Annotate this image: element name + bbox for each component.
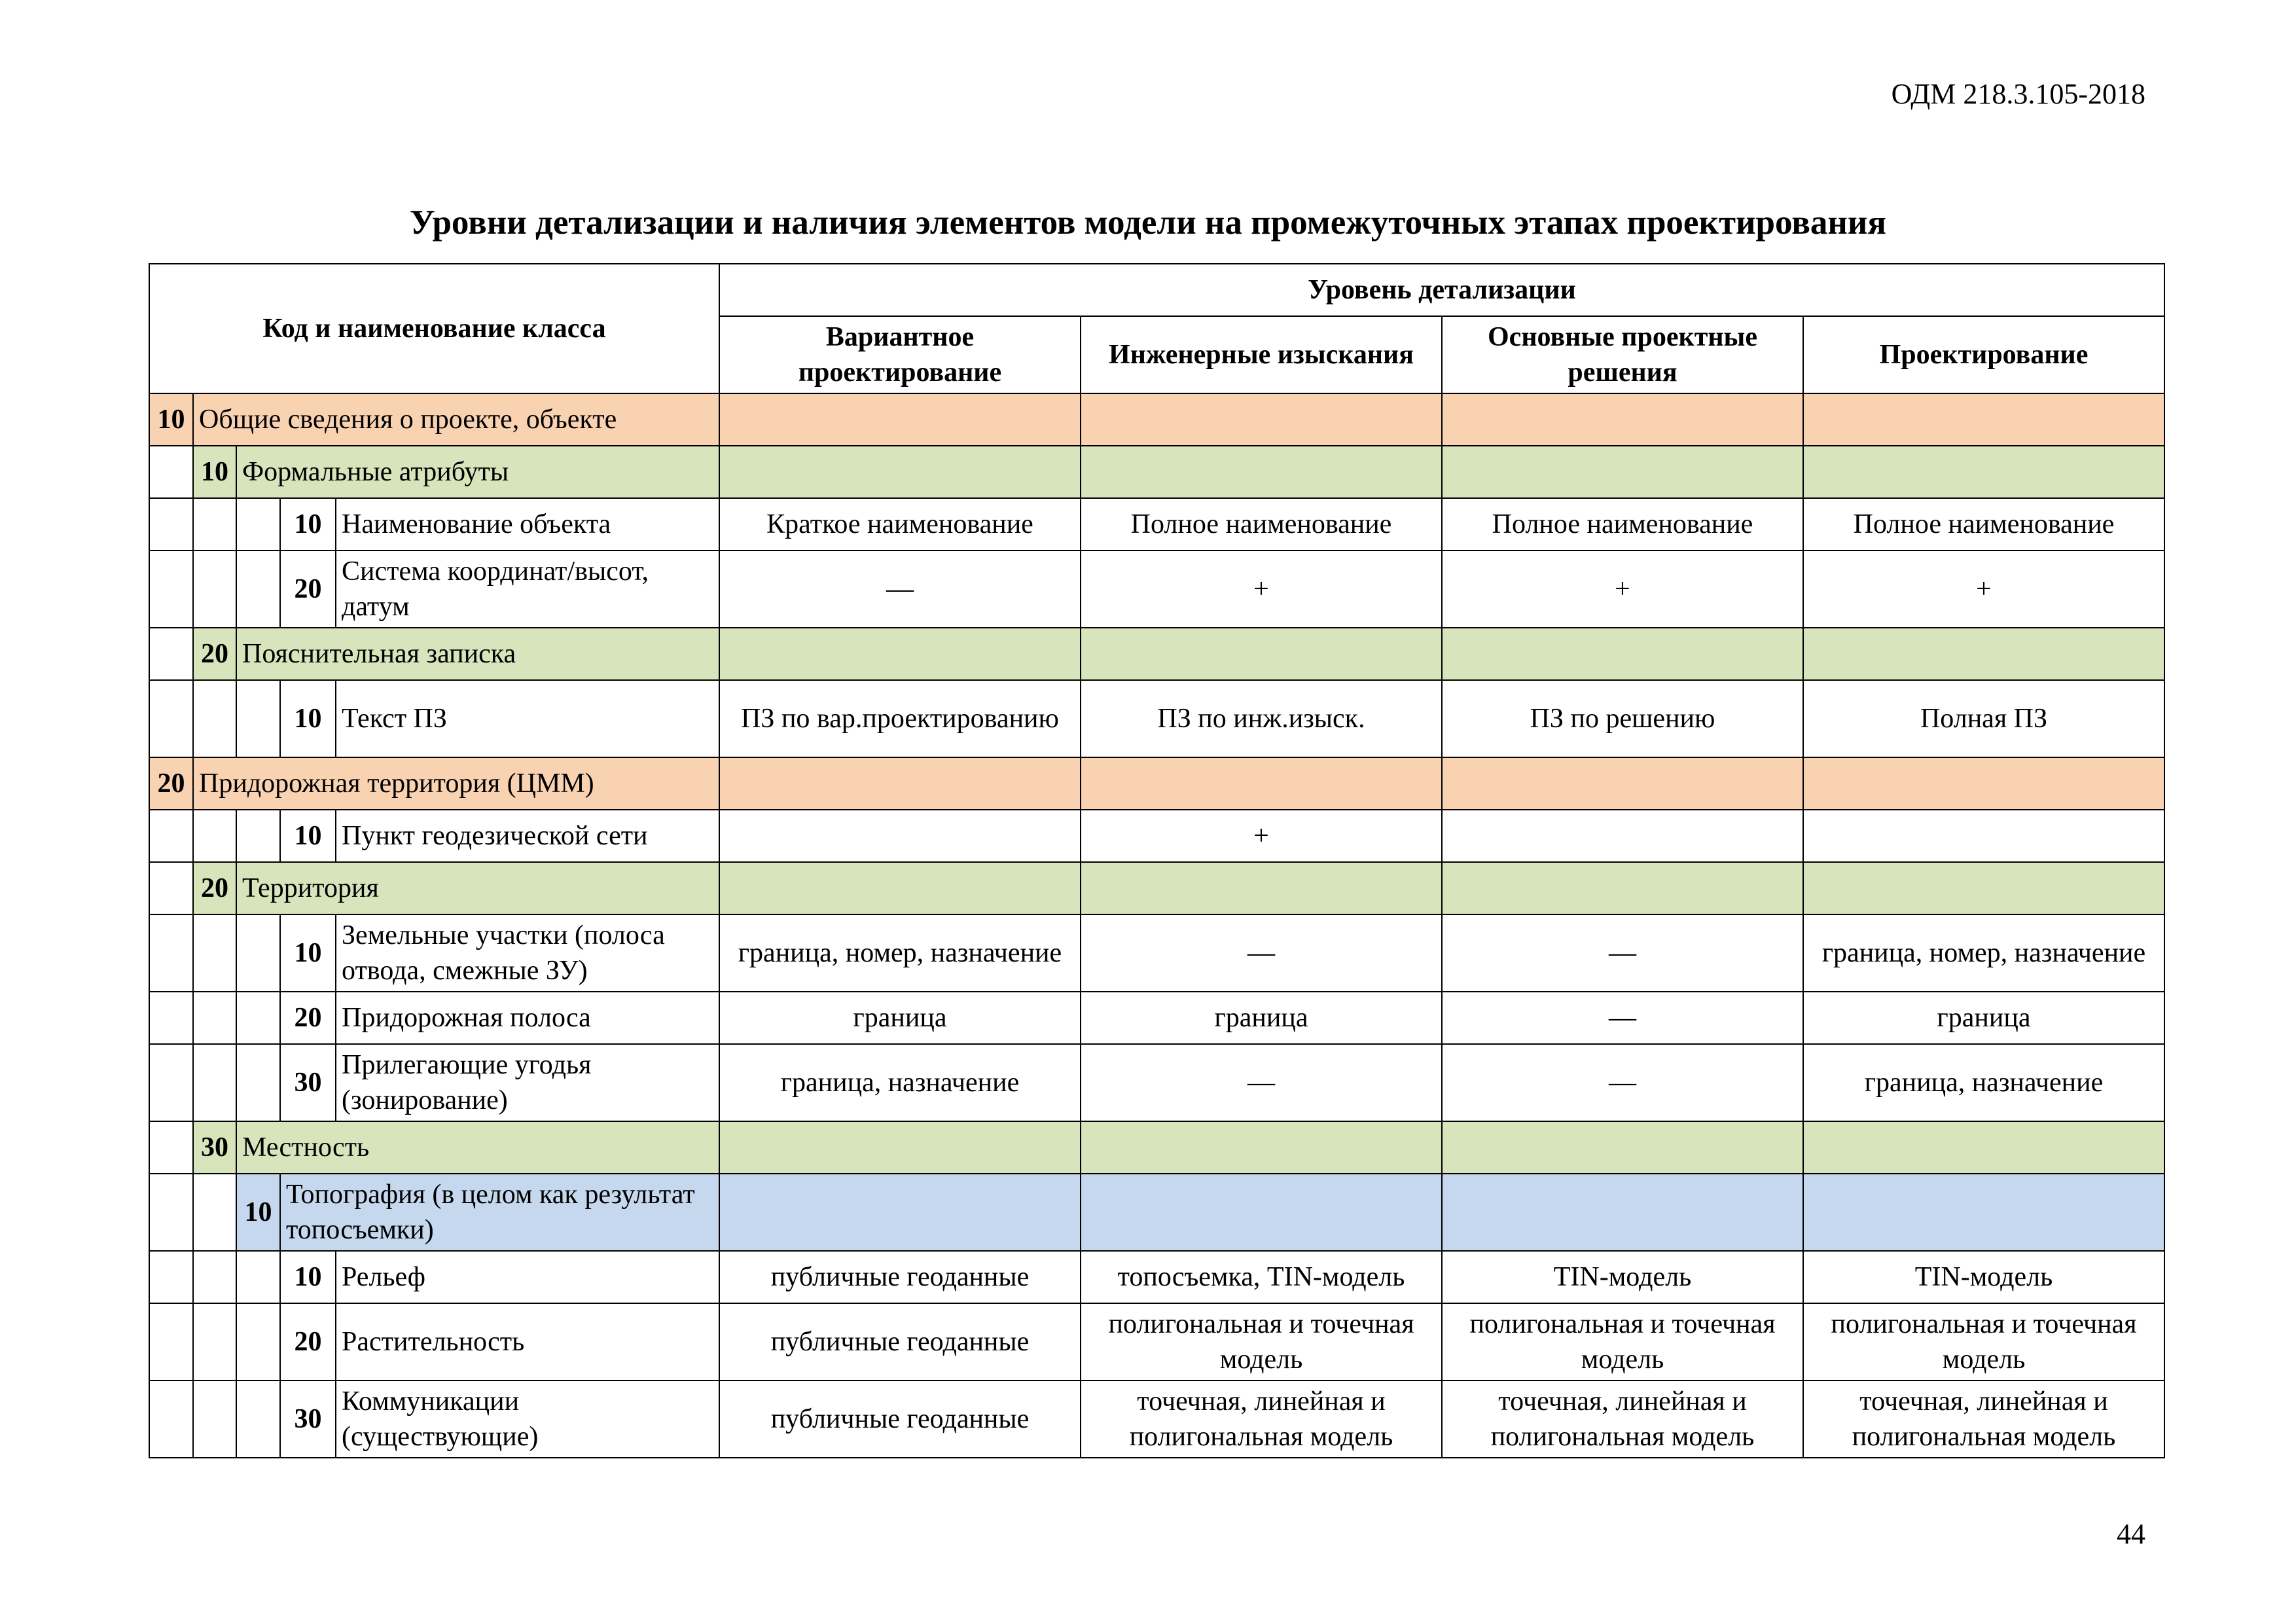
value-design bbox=[1803, 810, 2164, 862]
value-surveys bbox=[1081, 862, 1442, 914]
class-name: Рельеф bbox=[336, 1251, 719, 1303]
value-design bbox=[1803, 862, 2164, 914]
class-name: Придорожная полоса bbox=[336, 992, 719, 1044]
class-name: Наименование объекта bbox=[336, 498, 719, 550]
value-variant: публичные геоданные bbox=[719, 1251, 1081, 1303]
value-main-decisions: TIN-модель bbox=[1442, 1251, 1803, 1303]
table-row bbox=[149, 1044, 2164, 1121]
indent-cell bbox=[193, 1303, 236, 1380]
class-header: Код и наименование класса bbox=[149, 264, 719, 393]
value-main-decisions bbox=[1442, 1174, 1803, 1251]
indent-cell bbox=[236, 498, 280, 550]
class-code: 10 bbox=[280, 680, 336, 757]
value-variant: граница, номер, назначение bbox=[719, 914, 1081, 992]
table-row bbox=[149, 1251, 2164, 1303]
class-name: Формальные атрибуты bbox=[236, 446, 719, 498]
value-design bbox=[1803, 446, 2164, 498]
value-design bbox=[1803, 757, 2164, 810]
class-code: 10 bbox=[280, 914, 336, 992]
value-variant: граница, назначение bbox=[719, 1044, 1081, 1121]
value-variant bbox=[719, 1121, 1081, 1174]
value-main-decisions: — bbox=[1442, 1044, 1803, 1121]
value-design: граница, назначение bbox=[1803, 1044, 2164, 1121]
value-variant bbox=[719, 1174, 1081, 1251]
class-name: Коммуникации (существующие) bbox=[336, 1380, 719, 1458]
indent-cell bbox=[236, 680, 280, 757]
value-main-decisions: точечная, линейная и полигональная модель bbox=[1442, 1380, 1803, 1458]
class-code: 10 bbox=[280, 498, 336, 550]
value-variant bbox=[719, 446, 1081, 498]
class-name: Местность bbox=[236, 1121, 719, 1174]
detail-level-header: Уровень детализации bbox=[719, 264, 2164, 316]
class-name: Растительность bbox=[336, 1303, 719, 1380]
table-row bbox=[149, 628, 2164, 680]
value-variant bbox=[719, 862, 1081, 914]
value-surveys bbox=[1081, 393, 1442, 446]
table-row bbox=[149, 498, 2164, 550]
class-name: Территория bbox=[236, 862, 719, 914]
table-row bbox=[149, 992, 2164, 1044]
class-name: Система координат/высот, датум bbox=[336, 550, 719, 628]
stage-header-variant: Вариантное проектирование bbox=[719, 316, 1081, 393]
table-row bbox=[149, 757, 2164, 810]
value-design: Полная ПЗ bbox=[1803, 680, 2164, 757]
indent-cell bbox=[149, 992, 193, 1044]
value-surveys: + bbox=[1081, 550, 1442, 628]
value-surveys bbox=[1081, 628, 1442, 680]
indent-cell bbox=[236, 992, 280, 1044]
value-main-decisions bbox=[1442, 393, 1803, 446]
indent-cell bbox=[193, 992, 236, 1044]
class-code: 30 bbox=[280, 1044, 336, 1121]
value-surveys: Полное наименование bbox=[1081, 498, 1442, 550]
table-row bbox=[149, 446, 2164, 498]
value-surveys: граница bbox=[1081, 992, 1442, 1044]
class-code: 20 bbox=[193, 862, 236, 914]
indent-cell bbox=[236, 1380, 280, 1458]
value-surveys: точечная, линейная и полигональная модель bbox=[1081, 1380, 1442, 1458]
value-surveys bbox=[1081, 757, 1442, 810]
indent-cell bbox=[149, 1251, 193, 1303]
value-main-decisions bbox=[1442, 757, 1803, 810]
value-main-decisions: + bbox=[1442, 550, 1803, 628]
detail-levels-table bbox=[149, 263, 2165, 1458]
class-name: Пункт геодезической сети bbox=[336, 810, 719, 862]
page-number: 44 bbox=[2117, 1518, 2145, 1550]
value-variant: публичные геоданные bbox=[719, 1380, 1081, 1458]
value-variant bbox=[719, 757, 1081, 810]
value-main-decisions bbox=[1442, 810, 1803, 862]
value-surveys: + bbox=[1081, 810, 1442, 862]
stage-header-design: Проектирование bbox=[1803, 316, 2164, 393]
value-variant bbox=[719, 393, 1081, 446]
class-name: Текст ПЗ bbox=[336, 680, 719, 757]
document-code: ОДМ 218.3.105-2018 bbox=[1891, 78, 2145, 110]
table-row bbox=[149, 1174, 2164, 1251]
indent-cell bbox=[149, 914, 193, 992]
stage-header-main-decisions: Основные проектные решения bbox=[1442, 316, 1803, 393]
value-surveys: полигональная и точечная модель bbox=[1081, 1303, 1442, 1380]
indent-cell bbox=[193, 810, 236, 862]
indent-cell bbox=[236, 550, 280, 628]
value-design: TIN-модель bbox=[1803, 1251, 2164, 1303]
value-surveys bbox=[1081, 446, 1442, 498]
indent-cell bbox=[236, 1251, 280, 1303]
value-variant: Краткое наименование bbox=[719, 498, 1081, 550]
value-main-decisions: полигональная и точечная модель bbox=[1442, 1303, 1803, 1380]
value-design: точечная, линейная и полигональная модель bbox=[1803, 1380, 2164, 1458]
value-surveys bbox=[1081, 1121, 1442, 1174]
indent-cell bbox=[149, 446, 193, 498]
table-row bbox=[149, 862, 2164, 914]
value-main-decisions bbox=[1442, 862, 1803, 914]
value-variant: ПЗ по вар.проектированию bbox=[719, 680, 1081, 757]
indent-cell bbox=[193, 1044, 236, 1121]
indent-cell bbox=[149, 810, 193, 862]
value-variant bbox=[719, 810, 1081, 862]
table-row bbox=[149, 1380, 2164, 1458]
value-main-decisions bbox=[1442, 1121, 1803, 1174]
class-code: 10 bbox=[193, 446, 236, 498]
table-row bbox=[149, 680, 2164, 757]
indent-cell bbox=[149, 628, 193, 680]
class-code: 20 bbox=[193, 628, 236, 680]
indent-cell bbox=[149, 1121, 193, 1174]
value-design bbox=[1803, 1174, 2164, 1251]
indent-cell bbox=[236, 1303, 280, 1380]
class-code: 10 bbox=[280, 810, 336, 862]
value-design: Полное наименование bbox=[1803, 498, 2164, 550]
indent-cell bbox=[149, 550, 193, 628]
value-main-decisions: — bbox=[1442, 992, 1803, 1044]
class-name: Топография (в целом как результат топосъемки) bbox=[280, 1174, 719, 1251]
value-design bbox=[1803, 393, 2164, 446]
class-code: 10 bbox=[149, 393, 193, 446]
class-name: Пояснительная записка bbox=[236, 628, 719, 680]
indent-cell bbox=[193, 550, 236, 628]
value-surveys: топосъемка, TIN-модель bbox=[1081, 1251, 1442, 1303]
value-main-decisions bbox=[1442, 628, 1803, 680]
class-code: 30 bbox=[280, 1380, 336, 1458]
class-code: 10 bbox=[236, 1174, 280, 1251]
value-main-decisions: — bbox=[1442, 914, 1803, 992]
indent-cell bbox=[193, 914, 236, 992]
class-name: Земельные участки (полоса отвода, смежные ЗУ) bbox=[336, 914, 719, 992]
value-design: полигональная и точечная модель bbox=[1803, 1303, 2164, 1380]
stage-header-surveys: Инженерные изыскания bbox=[1081, 316, 1442, 393]
indent-cell bbox=[193, 680, 236, 757]
value-main-decisions: ПЗ по решению bbox=[1442, 680, 1803, 757]
value-variant bbox=[719, 628, 1081, 680]
table-row bbox=[149, 810, 2164, 862]
table-row bbox=[149, 550, 2164, 628]
class-code: 10 bbox=[280, 1251, 336, 1303]
class-code: 20 bbox=[149, 757, 193, 810]
value-design bbox=[1803, 1121, 2164, 1174]
indent-cell bbox=[149, 498, 193, 550]
class-code: 20 bbox=[280, 992, 336, 1044]
value-main-decisions bbox=[1442, 446, 1803, 498]
class-name: Прилегающие угодья (зонирование) bbox=[336, 1044, 719, 1121]
indent-cell bbox=[193, 1251, 236, 1303]
value-surveys bbox=[1081, 1174, 1442, 1251]
table-row bbox=[149, 914, 2164, 992]
value-variant: граница bbox=[719, 992, 1081, 1044]
indent-cell bbox=[149, 680, 193, 757]
indent-cell bbox=[193, 1174, 236, 1251]
value-surveys: — bbox=[1081, 914, 1442, 992]
indent-cell bbox=[149, 1380, 193, 1458]
indent-cell bbox=[193, 498, 236, 550]
class-code: 20 bbox=[280, 550, 336, 628]
value-main-decisions: Полное наименование bbox=[1442, 498, 1803, 550]
value-variant: публичные геоданные bbox=[719, 1303, 1081, 1380]
indent-cell bbox=[236, 1044, 280, 1121]
value-surveys: ПЗ по инж.изыск. bbox=[1081, 680, 1442, 757]
table-row bbox=[149, 393, 2164, 446]
class-name: Общие сведения о проекте, объекте bbox=[193, 393, 719, 446]
indent-cell bbox=[149, 1044, 193, 1121]
indent-cell bbox=[149, 1174, 193, 1251]
indent-cell bbox=[193, 1380, 236, 1458]
indent-cell bbox=[149, 862, 193, 914]
value-design: граница bbox=[1803, 992, 2164, 1044]
class-name: Придорожная территория (ЦММ) bbox=[193, 757, 719, 810]
value-design: + bbox=[1803, 550, 2164, 628]
table-row bbox=[149, 1121, 2164, 1174]
value-surveys: — bbox=[1081, 1044, 1442, 1121]
class-code: 20 bbox=[280, 1303, 336, 1380]
indent-cell bbox=[236, 914, 280, 992]
class-code: 30 bbox=[193, 1121, 236, 1174]
value-variant: — bbox=[719, 550, 1081, 628]
table-row bbox=[149, 1303, 2164, 1380]
indent-cell bbox=[236, 810, 280, 862]
value-design bbox=[1803, 628, 2164, 680]
indent-cell bbox=[149, 1303, 193, 1380]
page-title: Уровни детализации и наличия элементов модели на промежуточных этапах проектирования bbox=[409, 204, 1887, 242]
value-design: граница, номер, назначение bbox=[1803, 914, 2164, 992]
